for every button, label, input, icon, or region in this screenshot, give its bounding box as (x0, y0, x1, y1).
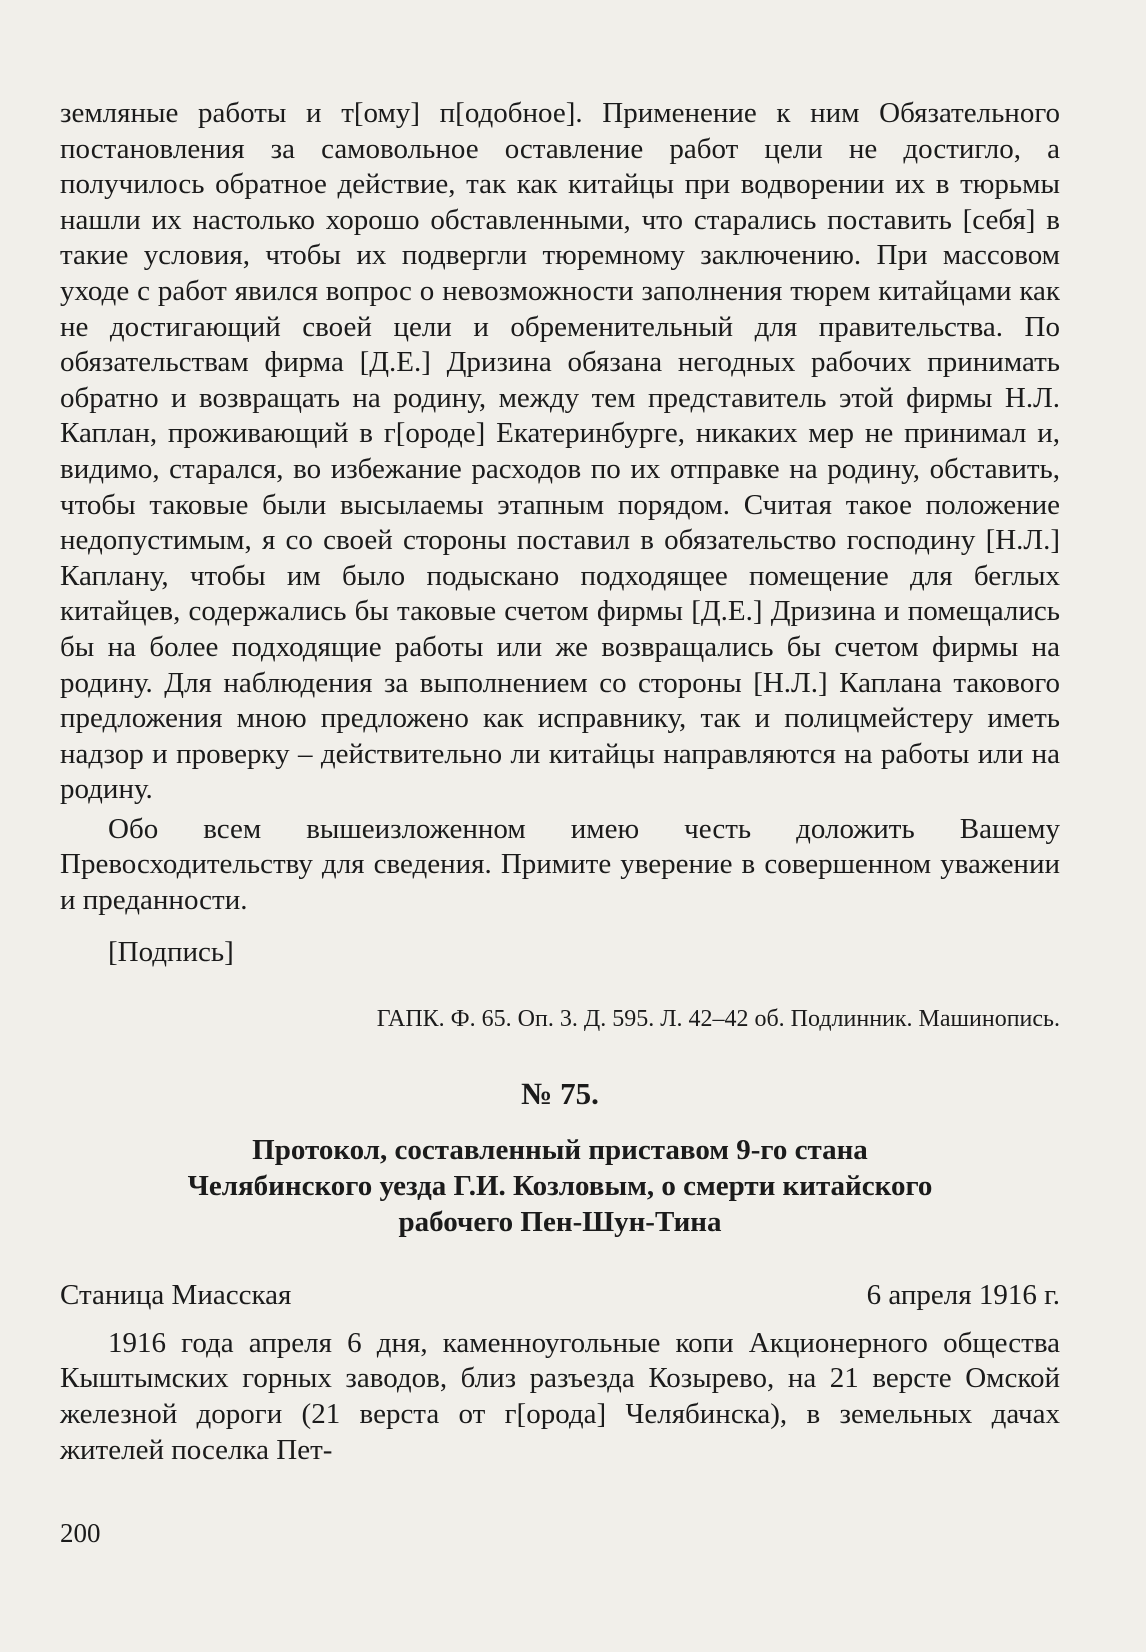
signature-placeholder: [Подпись] (108, 935, 234, 968)
place: Станица Миасская (60, 1279, 292, 1312)
body-paragraph-1: земляные работы и т[ому] п[одобное]. Применение к ним Обязательного постановления за самовольное оставление работ цели не достигло, а получилось обратное действие, так как китайцы при водворении их в тюрьмы нашли их настолько хорошо обставленными, что старались поставить [себя] в такие условия, чтобы их подвергли тюремному заключению. При массовом уходе с работ явился вопрос о невозможности заполнения тюрем китайцами как не достигающий своей цели и обременительный для правительства. По обязательствам фирма [Д.Е.] Дризина обязана негодных рабочих принимать обратно и возвращать на родину, между тем представитель этой фирмы Н.Л. Каплан, проживающий в г[ороде] Екатеринбурге, никаких мер не принимал и, видимо, старался, во избежание расходов по их отправке на родину, обставить, чтобы таковые были высылаемы этапным порядом. Считая такое положение недопустимым, я со своей стороны поставил в обязательство господину [Н.Л.] Каплану, чтобы им было подыскано подходящее помещение для беглых китайцев, содержались бы таковые счетом фирмы [Д.Е.] Дризина и помещались бы на более подходящие работы или же возвращались бы счетом фирмы на родину. Для наблюдения за выполнением со стороны [Н.Л.] Каплана такового предложения мною предложено как исправнику, так и полицмейстеру иметь надзор и проверку – действительно ли китайцы направляются на работы или на родину. (60, 97, 1060, 806)
page-content (60, 96, 1060, 1468)
body-paragraph-2: Обо всем вышеизложенном имею честь доложить Вашему Превосходительству для сведения. Примите уверение в совершенном уважении и преданности. (60, 812, 1060, 917)
date: 6 апреля 1916 г. (866, 1279, 1060, 1312)
archive-reference: ГАПК. Ф. 65. Оп. 3. Д. 595. Л. 42–42 об. Подлинник. Машинопись. (376, 1006, 1060, 1033)
document-title: Протокол, составленный приставом 9-го стана Челябинского уезда Г.И. Козловым, о смерти китайского рабочего Пен-Шун-Тина (187, 1134, 933, 1239)
place-date-line (60, 1278, 1060, 1314)
body-paragraph-3: 1916 года апреля 6 дня, каменноугольные копи Акционерного общества Кыштымских горных заводов, близ разъезда Козырево, на 21 версте Омской железной дороги (21 верста от г[орода] Челябинска), в земельных дачах жителей поселка Пет- (60, 1326, 1060, 1466)
document-number: № 75. (521, 1076, 599, 1112)
page-number: 200 (60, 1518, 101, 1548)
